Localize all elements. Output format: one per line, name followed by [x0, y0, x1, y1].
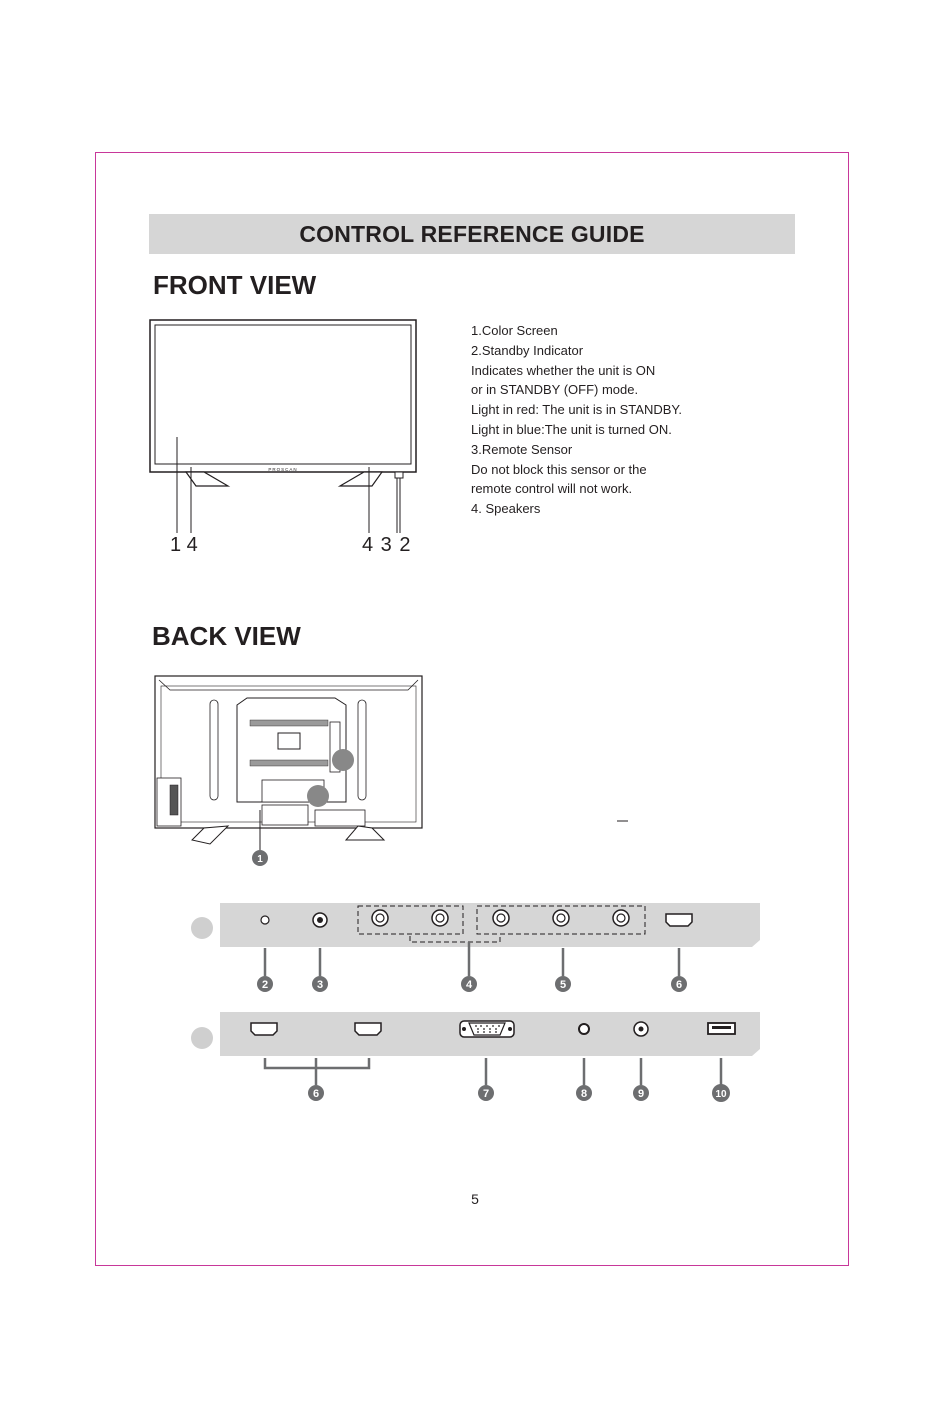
desc-line: or in STANDBY (OFF) mode. — [471, 382, 639, 398]
back-view-heading: BACK VIEW — [152, 621, 301, 651]
panel-b-marker — [191, 1027, 213, 1049]
hdmi-port-icon — [666, 914, 692, 926]
page-number: 5 — [471, 1191, 479, 1207]
badge-10: 10 — [715, 1089, 727, 1100]
hdmi-port-icon — [355, 1023, 381, 1035]
badge-7: 7 — [482, 1088, 490, 1100]
panel-a-marker — [191, 917, 213, 939]
desc-line: Light in red: The unit is in STANDBY. — [471, 402, 682, 418]
badge-4: 4 — [465, 979, 473, 991]
front-callouts-right: 4 3 2 — [362, 534, 411, 556]
front-callouts-left: 1 4 — [170, 534, 198, 556]
desc-line: Do not block this sensor or the — [471, 461, 647, 477]
front-view-heading: FRONT VIEW — [153, 270, 317, 300]
desc-line: Light in blue:The unit is turned ON. — [471, 421, 672, 437]
desc-line: 3.Remote Sensor — [471, 441, 573, 457]
headphone-jack-icon — [261, 916, 269, 924]
badge-6a: 6 — [675, 979, 683, 991]
page-title: CONTROL REFERENCE GUIDE — [299, 220, 645, 247]
desc-line: 4. Speakers — [471, 501, 541, 517]
bezel-brand: PROSCAN — [268, 467, 298, 472]
badge-2: 2 — [261, 979, 269, 991]
badge-9: 9 — [637, 1088, 645, 1100]
headphone-jack-icon — [579, 1024, 589, 1034]
badge-1-label: 1 — [257, 854, 263, 865]
badge-8: 8 — [580, 1088, 588, 1100]
badge-5: 5 — [559, 979, 567, 991]
desc-line: remote control will not work. — [471, 481, 633, 497]
desc-line: 2.Standby Indicator — [471, 342, 584, 358]
desc-line: Indicates whether the unit is ON — [471, 362, 656, 378]
badge-3: 3 — [316, 979, 324, 991]
hdmi-port-icon — [251, 1023, 277, 1035]
desc-line: 1.Color Screen — [471, 323, 558, 338]
badge-6b: 6 — [312, 1088, 320, 1100]
